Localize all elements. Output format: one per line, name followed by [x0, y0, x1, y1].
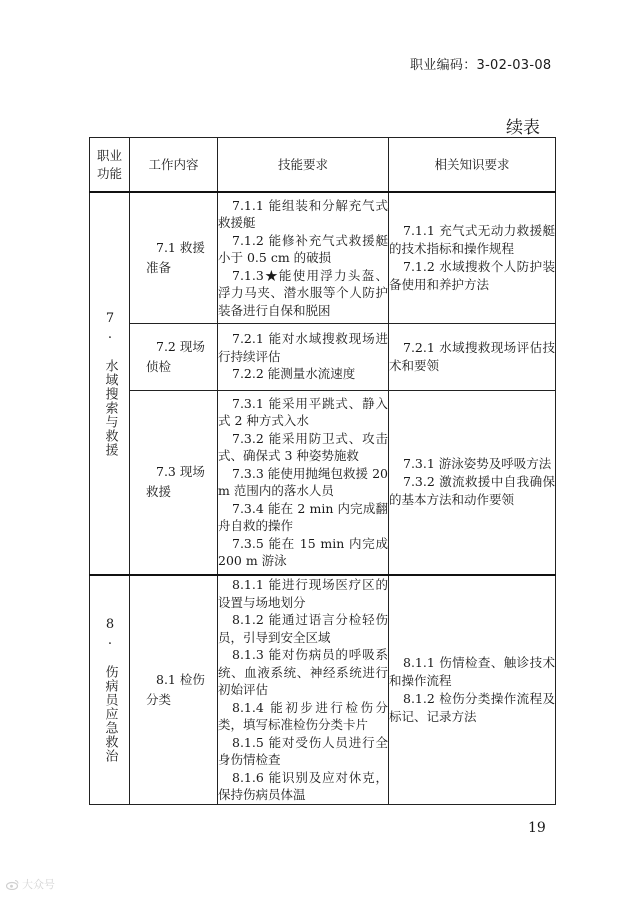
table-row [90, 192, 556, 323]
table-row [90, 575, 556, 804]
skill-item: 8.1.6 能识别及应对休克，保持伤病员体温 [218, 769, 388, 802]
continued-label: 续表 [506, 118, 540, 138]
work-cell: 8.1 检伤分类 [130, 575, 218, 804]
function-cell-7: 7. 水域搜索与救援 [90, 192, 130, 575]
table-row [90, 323, 556, 390]
function-cell-8: 8. 伤病员应急救治 [90, 575, 130, 804]
skill-item: 7.3.4 能在 2 min 内完成翻舟自救的操作 [218, 500, 388, 534]
skill-cell [218, 192, 389, 323]
skill-item: 7.3.5 能在 15 min 内完成 200 m 游泳 [218, 535, 388, 569]
skill-item: 7.3.2 能采用防卫式、攻击式、确保式 3 种姿势施救 [218, 430, 388, 464]
skill-cell [218, 323, 389, 390]
knowledge-item: 7.3.1 游泳姿势及呼吸方法 [403, 456, 552, 472]
table-row [90, 390, 556, 575]
knowledge-cell [389, 390, 556, 575]
knowledge-item: 7.1.1 充气式无动力救援艇的技术指标和操作规程 [389, 222, 555, 256]
skill-item: 7.3.3 能使用抛绳包救援 20 m 范围内的落水人员 [218, 465, 388, 499]
knowledge-item: 7.2.1 水域搜救现场评估技术和要领 [389, 339, 555, 373]
watermark-text: 大众号 [22, 878, 55, 891]
page-number: 19 [528, 820, 546, 836]
skill-item: 7.2.1 能对水域搜救现场进行持续评估 [218, 331, 388, 364]
weibo-logo-icon [6, 879, 19, 890]
skill-item: 8.1.1 能进行现场医疗区的设置与场地划分 [218, 577, 388, 610]
skills-table [89, 137, 556, 805]
column-header-skills: 技能要求 [218, 138, 389, 193]
skill-item: 7.1.3★能使用浮力头盔、浮力马夹、潜水服等个人防护装备进行自保和脱困 [218, 267, 388, 318]
watermark [6, 876, 55, 892]
skill-item: 8.1.3 能对伤病员的呼吸系统、血液系统、神经系统进行初始评估 [218, 647, 388, 697]
skill-item: 7.1.1 能组装和分解充气式救援艇 [218, 197, 388, 230]
knowledge-item: 7.3.2 激流救援中自我确保的基本方法和动作要领 [389, 474, 555, 508]
skill-item: 7.3.1 能采用平跳式、静入式 2 种方式入水 [218, 395, 388, 429]
skill-item: 8.1.5 能对受伤人员进行全身伤情检查 [218, 734, 388, 767]
table-header-row [90, 138, 556, 193]
knowledge-cell [389, 192, 556, 323]
work-cell: 7.2 现场侦检 [130, 323, 218, 390]
skill-item: 8.1.2 能通过语言分检轻伤员，引导到安全区域 [218, 612, 388, 645]
column-header-knowledge: 相关知识要求 [389, 138, 556, 193]
column-header-work: 工作内容 [130, 138, 218, 193]
work-cell: 7.1 救援准备 [130, 192, 218, 323]
skill-cell [218, 575, 389, 804]
work-cell: 7.3 现场救援 [130, 390, 218, 575]
skill-item: 7.2.2 能测量水流速度 [232, 366, 356, 382]
knowledge-cell [389, 575, 556, 804]
column-header-function: 职业 功能 [90, 138, 130, 193]
knowledge-item: 8.1.2 检伤分类操作流程及标记、记录方法 [389, 690, 555, 724]
knowledge-item: 7.1.2 水域搜救个人防护装备使用和养护方法 [389, 258, 555, 292]
skill-item: 7.1.2 能修补充气式救援艇小于 0.5 cm 的破损 [218, 232, 388, 265]
skill-cell [218, 390, 389, 575]
occupation-code: 职业编码：3-02-03-08 [410, 58, 552, 73]
knowledge-item: 8.1.1 伤情检查、触诊技术和操作流程 [389, 654, 555, 688]
skill-item: 8.1.4 能初步进行检伤分类，填写标准检伤分类卡片 [218, 699, 388, 732]
knowledge-cell [389, 323, 556, 390]
